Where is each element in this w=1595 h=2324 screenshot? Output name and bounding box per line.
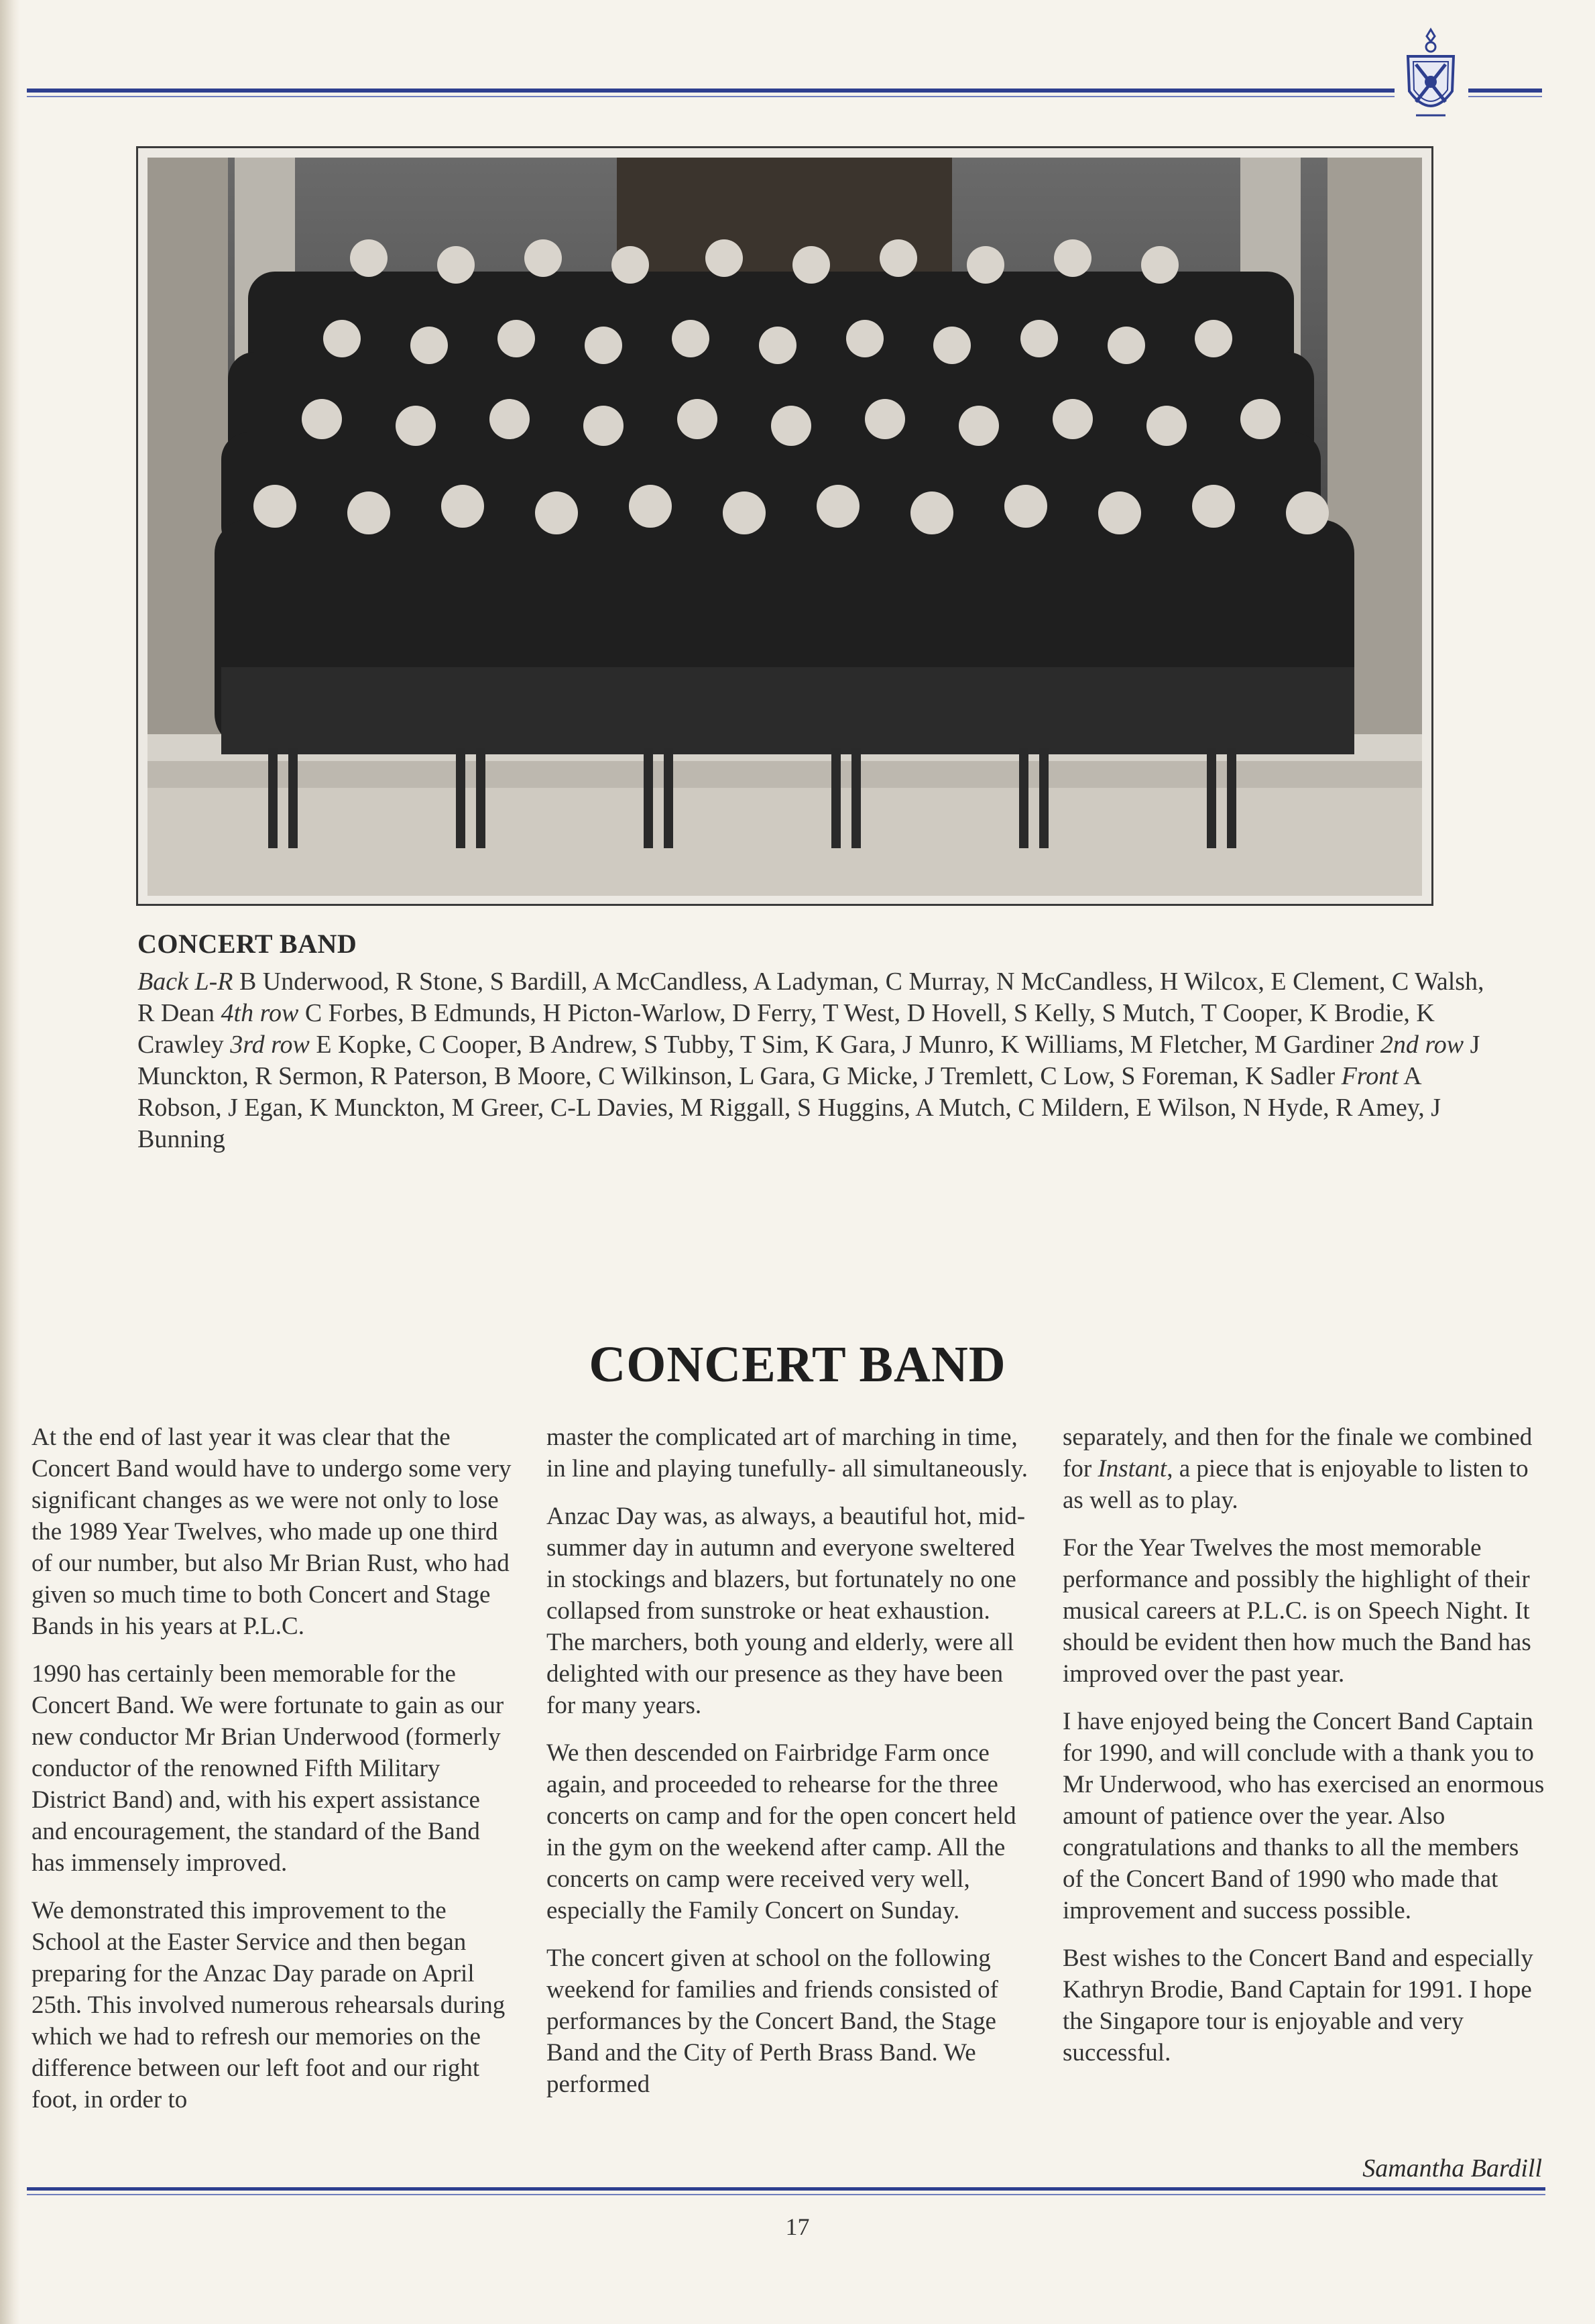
paragraph-text: separately, and then for the finale we combined for (1063, 1424, 1533, 1483)
paragraph: For the Year Twelves the most memorable performance and possibly the highlight of their musical careers at P.L.C. is on Speech Night. It should be evident then how much the Band has improved over the past year. (1063, 1534, 1531, 1688)
paragraph: Anzac Day was, as always, a beautiful hot, mid-summer day in autumn and everyone sweltered in stockings and blazers, but fortunately no one collapsed from sunstroke or heat exhaustion. The marchers, both young and elderly, were all delighted with our presence as they have been for many years. (546, 1503, 1026, 1719)
piece-title: Instant (1098, 1455, 1167, 1483)
group-photo-frame (136, 146, 1433, 906)
paragraph (1063, 1421, 1545, 1516)
paragraph-text: , a piece that is enjoyable to listen to as well as to play. (1063, 1455, 1529, 1514)
row-names: J Munckton, R Sermon, R Paterson, B Moore, C Wilkinson, L Gara, G Micke, J Tremlett, C Low, S Foreman, K Sadler (137, 1031, 1480, 1090)
photo-caption-title: CONCERT BAND (137, 929, 357, 959)
paragraph: 1990 has certainly been memorable for the Concert Band. We were fortunate to gain as our new conductor Mr Brian Underwood (formerly conductor of the renowned Fifth Military District Band) and, with his expert assistance and encouragement, the standard of the Band has immensely improved. (32, 1660, 504, 1877)
paragraph: The concert given at school on the following weekend for families and friends consisted of performances by the Concert Band, the Stage Band and the City of Perth Brass Band. We performed (546, 1944, 999, 2098)
footer-rule-thin (27, 2194, 1545, 2195)
page-spine-shadow (0, 0, 20, 2324)
footer-rule (27, 2187, 1545, 2191)
article-column-3 (1063, 1421, 1545, 2085)
article-title: CONCERT BAND (589, 1336, 1006, 1393)
article-column-2 (546, 1421, 1029, 2116)
row-label: 2nd row (1380, 1031, 1464, 1059)
header-rule-right-thin (1468, 96, 1542, 97)
header-rule (27, 89, 1395, 93)
row-names: A Robson, J Egan, K Munckton, M Greer, C-L Davies, M Riggall, S Huggins, A Mutch, C Mildern, E Wilson, N Hyde, R Amey, J Bunning (137, 1062, 1441, 1153)
row-names: B Underwood, R Stone, S Bardill, A McCandless, A Ladyman, C Murray, N McCandless, H Wilcox, E Clement, C Walsh, R Dean (137, 968, 1484, 1027)
paragraph: Best wishes to the Concert Band and especially Kathryn Brodie, Band Captain for 1991. I hope the Singapore tour is enjoyable and very successful. (1063, 1944, 1533, 2067)
paragraph: We demonstrated this improvement to the School at the Easter Service and then began preparing for the Anzac Day parade on April 25th. This involved numerous rehearsals during which we had to refresh our memories on the difference between our left foot and our right foot, in order to (32, 1897, 506, 2113)
paragraph: I have enjoyed being the Concert Band Captain for 1990, and will conclude with a thank you to Mr Underwood, who has exercised an enormous amount of patience over the year. Also congratulations and thanks to all the members of the Concert Band of 1990 who made that improvement and success possible. (1063, 1708, 1545, 1924)
author-signature: Samantha Bardill (1362, 2154, 1542, 2183)
school-crest-icon (1396, 27, 1466, 127)
paragraph: At the end of last year it was clear that the Concert Band would have to undergo some very significant changes as we were not only to lose the 1989 Year Twelves, who made up one third of our number, but also Mr Brian Rust, who had given so much time to both Concert and Stage Bands in his years at P.L.C. (32, 1424, 512, 1640)
paragraph: master the complicated art of marching in time, in line and playing tunefully- all simultaneously. (546, 1424, 1028, 1483)
row-names: C Forbes, B Edmunds, H Picton-Warlow, D Ferry, T West, D Hovell, S Kelly, S Mutch, T Cooper, K Brodie, K Crawley (137, 999, 1435, 1059)
photo-caption-names (137, 966, 1485, 1155)
header-rule-thin (27, 96, 1395, 97)
header-rule-right (1468, 89, 1542, 93)
concert-band-group-photo (147, 158, 1422, 896)
row-names: E Kopke, C Cooper, B Andrew, S Tubby, T Sim, K Gara, J Munro, K Williams, M Fletcher, M Gardiner (309, 1031, 1380, 1059)
paragraph: We then descended on Fairbridge Farm once again, and proceeded to rehearse for the three concerts on camp and for the open concert held in the gym on the weekend after camp. All the concerts on camp were received very well, especially the Family Concert on Sunday. (546, 1739, 1016, 1924)
article-column-1 (32, 1421, 514, 2132)
row-label: Front (1341, 1062, 1399, 1090)
page-number: 17 (785, 2213, 810, 2240)
row-label: Back L-R (137, 968, 233, 996)
row-label: 3rd row (230, 1031, 310, 1059)
row-label: 4th row (221, 999, 299, 1027)
